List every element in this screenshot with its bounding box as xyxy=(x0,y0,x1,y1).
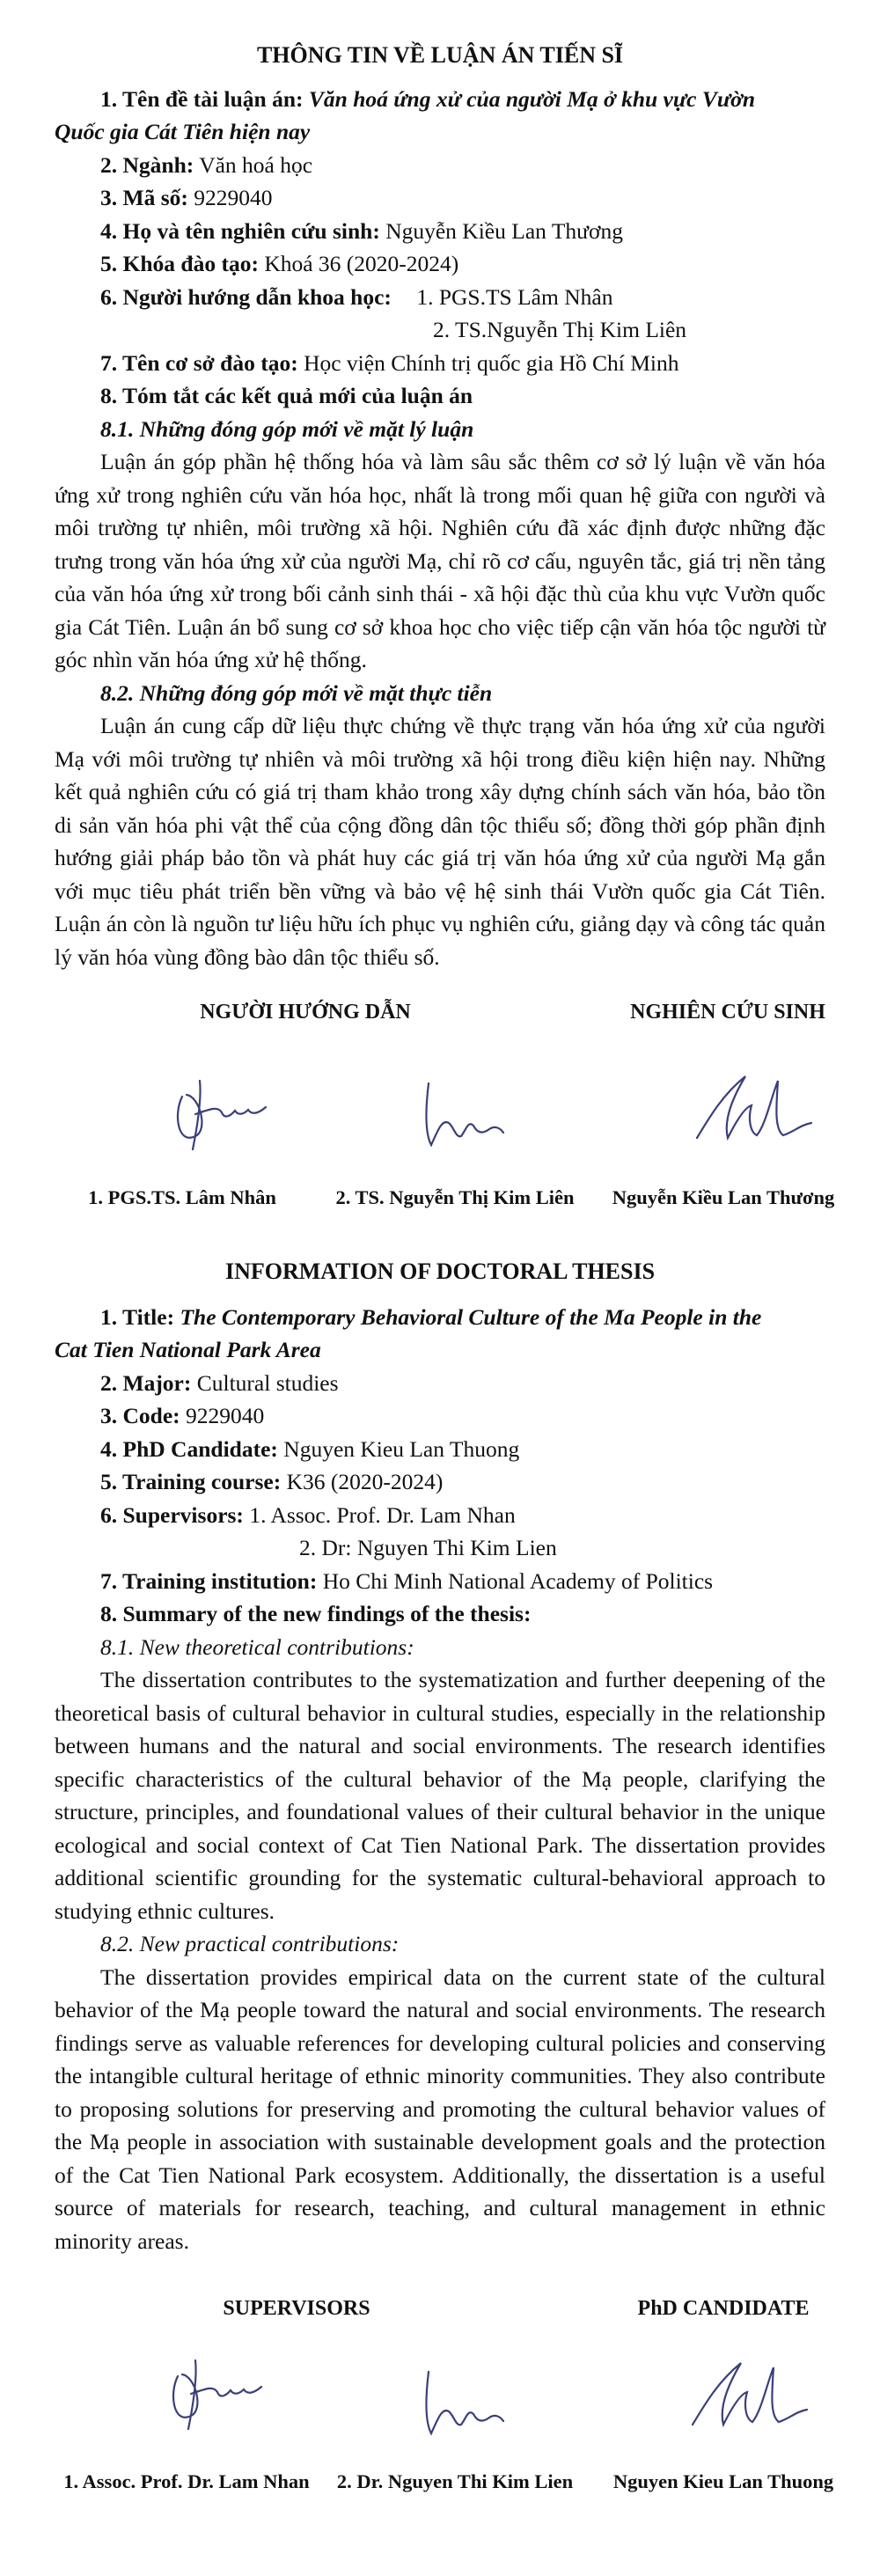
vn-course-value: Khoá 36 (2020-2024) xyxy=(264,251,459,276)
en-sig-name-2: 2. Dr. Nguyen Thi Kim Lien xyxy=(336,2470,574,2492)
en-title: INFORMATION OF DOCTORAL THESIS xyxy=(224,1259,656,1284)
en-practice-heading: 8.2. New practical contributions: xyxy=(100,1931,400,1956)
vn-candidate-label: 4. Họ và tên nghiên cứu sinh: xyxy=(100,217,380,244)
vn-title: THÔNG TIN VỀ LUẬN ÁN TIẾN SĨ xyxy=(256,42,624,68)
en-sig-name-3: Nguyen Kieu Lan Thuong xyxy=(612,2470,834,2492)
en-signature-2 xyxy=(380,2345,530,2451)
en-sig-name-1: 1. Assoc. Prof. Dr. Lam Nhan xyxy=(63,2470,310,2492)
vn-institution xyxy=(55,347,825,380)
en-institution xyxy=(55,1565,825,1598)
vn-code-label: 3. Mã số: xyxy=(100,185,188,210)
vn-course xyxy=(55,247,825,281)
en-course xyxy=(55,1465,825,1499)
vn-topic-cont xyxy=(55,115,825,149)
en-sig-left-head: SUPERVISORS xyxy=(223,2297,370,2320)
en-candidate-value: Nguyen Kieu Lan Thuong xyxy=(283,1435,520,1462)
vn-supervisors xyxy=(55,281,825,314)
vn-code-value: 9229040 xyxy=(194,185,273,210)
en-supervisors-2 xyxy=(55,1531,825,1565)
en-code xyxy=(55,1399,825,1433)
vn-sig-name-1: 1. PGS.TS. Lâm Nhân xyxy=(88,1186,276,1208)
vn-practice-text: Luận án cung cấp dữ liệu thực chứng về thực trạng văn hóa ứng xử của người Mạ với môi trường tự nhiên và môi trường xã hội trong điều kiện hiện nay. Những kết quả nghiên cứu có giá trị tham khảo trong xây dựng chính sách văn hóa, bảo tồn di sản văn hóa phi vật thể của cộng đồng dân tộc thiểu số; đồng thời góp phần định hướng giải pháp bảo tồn và phát huy các giá trị văn hóa ứng xử của người Mạ gắn với mục tiêu phát triển bền vững và bảo vệ hệ sinh thái Vườn quốc gia Cát Tiên. Luận án còn là nguồn tư liệu hữu ích phục vụ nghiên cứu, giảng dạy và công tác quản lý văn hóa vùng đồng bào dân tộc thiểu số. xyxy=(55,713,825,970)
vn-signature-2 xyxy=(380,1057,530,1163)
en-supervisors xyxy=(55,1499,825,1532)
en-supervisor-1: 1. Assoc. Prof. Dr. Lam Nhan xyxy=(249,1501,516,1528)
vn-sig-name-2: 2. TS. Nguyễn Thị Kim Liên xyxy=(335,1186,575,1208)
en-major-value: Cultural studies xyxy=(196,1369,339,1396)
vn-supervisor-label: 6. Người hướng dẫn khoa học: xyxy=(100,283,392,310)
vn-summary-label: 8. Tóm tắt các kết quả mới của luận án xyxy=(100,383,473,408)
vn-institution-value: Học viện Chính trị quốc gia Hồ Chí Minh xyxy=(304,349,679,376)
en-sig-right-head: PhD CANDIDATE xyxy=(637,2297,810,2320)
en-topic: 1. Title: The Contemporary Behavioral Culture of the Ma People in the xyxy=(100,1303,762,1330)
en-topic-cont xyxy=(55,1333,825,1367)
vn-supervisors-2 xyxy=(55,313,825,347)
en-signature-3 xyxy=(657,2341,825,2447)
en-institution-value: Ho Chi Minh National Academy of Politics xyxy=(322,1567,714,1594)
en-code-value: 9229040 xyxy=(186,1403,265,1428)
vn-code xyxy=(55,181,825,215)
en-course-value: K36 (2020-2024) xyxy=(286,1469,444,1494)
vn-supervisor-2: 2. TS.Nguyễn Thị Kim Liên xyxy=(433,317,687,342)
vn-theory-heading: 8.1. Những đóng góp mới về mặt lý luận xyxy=(100,415,474,442)
vn-summary xyxy=(55,379,825,413)
vn-major xyxy=(55,149,825,182)
vn-practice-heading: 8.2. Những đóng góp mới về mặt thực tiễn xyxy=(100,679,493,706)
vn-theory-text: Luận án góp phần hệ thống hóa và làm sâu sắc thêm cơ sở lý luận về văn hóa ứng xử trong nghiên cứu văn hóa học, nhất là trong mối quan hệ giữa con người và môi trường tự nhiên, môi trường xã hội. Nghiên cứu đã xác định được những đặc trưng trong văn hóa ứng xử của người Mạ, chỉ rõ cơ cấu, nguyên tắc, giá trị nền tảng của văn hóa ứng xử trong bối cảnh sinh thái - xã hội đặc thù của khu vực Vườn quốc gia Cát Tiên. Luận án bổ sung cơ sở khoa học cho việc tiếp cận văn hóa tộc người từ góc nhìn văn hóa ứng xử hệ thống. xyxy=(55,449,825,672)
en-topic-value-2: Cat Tien National Park Area xyxy=(55,1337,321,1362)
en-major xyxy=(55,1367,825,1400)
en-practice-text: The dissertation provides empirical data on the current state of the cultural behavior of the Mạ people toward the natural and social environments. The research findings serve as valuable references for developing cultural policies and conserving the intangible cultural heritage of ethnic minority communities. They also contribute to proposing solutions for preserving and promoting the cultural behavior values of the Mạ people in association with sustainable development goals and the protection of the Cat Tien National Park ecosystem. Additionally, the dissertation is a useful source of materials for research, teaching, and cultural management in ethnic minority areas. xyxy=(55,1963,825,2254)
vn-candidate xyxy=(55,215,825,248)
vn-institution-label: 7. Tên cơ sở đào tạo: xyxy=(100,349,298,376)
vn-candidate-value: Nguyễn Kiều Lan Thương xyxy=(385,217,623,244)
en-signature-block xyxy=(55,2257,834,2521)
vn-signature-3 xyxy=(662,1054,829,1160)
en-major-label: 2. Major: xyxy=(100,1369,192,1396)
en-summary xyxy=(55,1597,825,1631)
en-signature-1 xyxy=(143,2341,292,2438)
vn-course-label: 5. Khóa đào tạo: xyxy=(100,251,259,276)
vn-signature-1 xyxy=(147,1061,297,1158)
vn-topic-value: Văn hoá ứng xử của người Mạ ở khu vực Vườn xyxy=(308,85,755,112)
vn-topic-value-2: Quốc gia Cát Tiên hiện nay xyxy=(55,119,311,144)
vn-topic-label: 1. Tên đề tài luận án: xyxy=(100,85,304,112)
en-institution-label: 7. Training institution: xyxy=(100,1567,318,1594)
en-course-label: 5. Training course: xyxy=(100,1469,282,1494)
vn-topic xyxy=(55,83,825,116)
vn-supervisor-1: 1. PGS.TS Lâm Nhân xyxy=(416,283,613,310)
en-code-label: 3. Code: xyxy=(100,1403,180,1428)
vn-major-label: 2. Ngành: xyxy=(100,151,194,178)
en-candidate xyxy=(55,1433,825,1466)
en-theory-text: The dissertation contributes to the systematization and further deepening of the theoretical basis of cultural behavior in cultural studies, especially in the relationship between humans and the natural and social environments. The research identifies specific characteristics of the cultural behavior of the Mạ people, clarifying the structure, principles, and foundational values of their cultural behavior in the unique ecological and social context of Cat Tien National Park. The dissertation provides additional scientific grounding for the systematic cultural-behavioral approach to studying ethnic cultures. xyxy=(55,1667,825,1924)
vn-major-value: Văn hoá học xyxy=(199,151,313,178)
en-supervisor-label: 6. Supervisors: xyxy=(100,1501,244,1528)
en-topic-value: The Contemporary Behavioral Culture of the Ma People in the xyxy=(180,1303,762,1330)
en-summary-label: 8. Summary of the new findings of the thesis: xyxy=(100,1601,532,1626)
en-topic-label: 1. Title xyxy=(100,1303,167,1330)
vn-signature-block xyxy=(55,973,835,1229)
vn-sig-right-head: NGHIÊN CỨU SINH xyxy=(630,1001,825,1024)
en-candidate-label: 4. PhD Candidate: xyxy=(100,1435,278,1462)
en-theory-heading: 8.1. New theoretical contributions: xyxy=(100,1633,414,1660)
vn-sig-name-3: Nguyễn Kiều Lan Thương xyxy=(612,1186,835,1208)
vn-sig-left-head: NGƯỜI HƯỚNG DẪN xyxy=(200,1001,411,1024)
en-supervisor-2: 2. Dr: Nguyen Thi Kim Lien xyxy=(299,1535,557,1560)
